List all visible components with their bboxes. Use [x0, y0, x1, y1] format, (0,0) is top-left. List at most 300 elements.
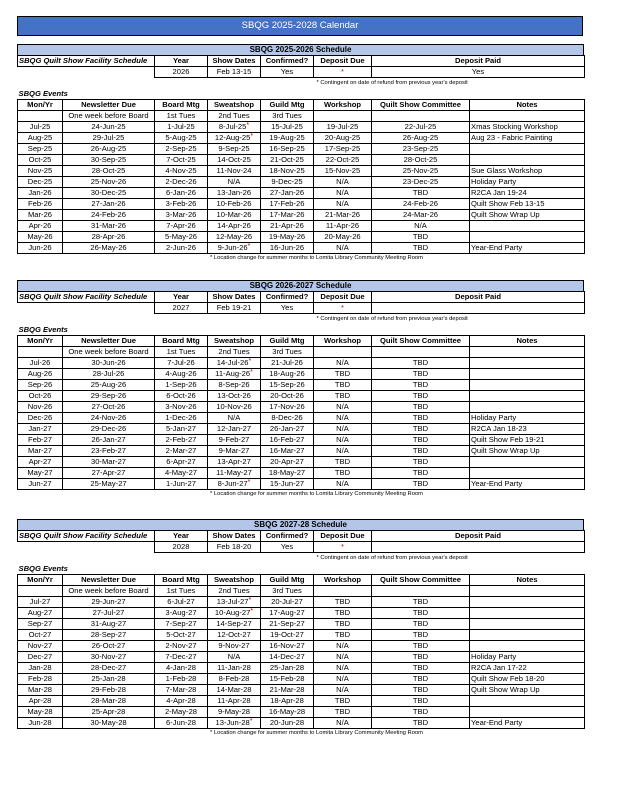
guild-date: 16-Sep-25 — [269, 143, 305, 153]
workshop-cell: TBD — [314, 607, 372, 618]
notes-cell — [470, 618, 585, 629]
events-header-cell: Mon/Yr — [18, 335, 63, 346]
newsletter-due-cell: 28-Apr-26 — [63, 231, 155, 242]
board-mtg-cell: 1-Sep-26 — [155, 379, 208, 390]
facility-show-dates: Feb 13-15 — [208, 67, 261, 78]
events-table — [17, 325, 585, 490]
guild-mtg-cell — [261, 412, 314, 423]
month-cell: Jan-28 — [18, 662, 63, 673]
facility-header-cell: Deposit Due — [314, 531, 372, 542]
notes-cell: R2CA Jan 17-22 — [470, 662, 585, 673]
guild-mtg-cell — [261, 154, 314, 165]
events-subheader-cell: 2nd Tues — [208, 110, 261, 121]
guild-date: 8-Dec-26 — [271, 412, 303, 422]
sweatshop-cell — [208, 357, 261, 368]
events-subheader-cell: 2nd Tues — [208, 585, 261, 596]
workshop-cell: N/A — [314, 198, 372, 209]
notes-cell: R2CA Jan 18-23 — [470, 423, 585, 434]
guild-date: 20-Jun-28 — [269, 717, 305, 727]
events-header-cell: Notes — [470, 335, 585, 346]
sweatshop-date: 13-Jul-27 — [216, 596, 249, 606]
quilt-show-committee-cell: TBD — [372, 445, 470, 456]
guild-mtg-cell — [261, 478, 314, 489]
sweatshop-cell — [208, 467, 261, 478]
newsletter-due-cell: 30-Sep-25 — [63, 154, 155, 165]
facility-note-row — [18, 553, 585, 564]
board-mtg-cell: 4-Aug-26 — [155, 368, 208, 379]
contingent-note: * Contingent on date of refund from previous year's deposit — [316, 80, 468, 86]
table-row — [18, 684, 585, 695]
events-subheader-cell — [470, 585, 585, 596]
board-mtg-cell: 7-Oct-25 — [155, 154, 208, 165]
table-row — [18, 456, 585, 467]
workshop-cell: 21-Mar-26 — [314, 209, 372, 220]
table-row — [18, 390, 585, 401]
events-header-cell: Quilt Show Committee — [372, 335, 470, 346]
sweatshop-cell — [208, 717, 261, 728]
newsletter-due-cell: 26-Oct-27 — [63, 640, 155, 651]
events-header-cell: Notes — [470, 574, 585, 585]
events-subheader-cell: 1st Tues — [155, 585, 208, 596]
board-mtg-cell: 6-Apr-27 — [155, 456, 208, 467]
events-subheader-cell: 1st Tues — [155, 346, 208, 357]
newsletter-due-cell: 25-Nov-26 — [63, 176, 155, 187]
month-cell: Jul-26 — [18, 357, 63, 368]
guild-date: 9-Dec-25 — [271, 176, 303, 186]
board-mtg-cell: 3-Mar-26 — [155, 209, 208, 220]
guild-date: 21-Mar-28 — [269, 684, 305, 694]
board-mtg-cell: 4-Apr-28 — [155, 695, 208, 706]
newsletter-due-cell: 30-Jun-26 — [63, 357, 155, 368]
sweatshop-date: 12-May-26 — [215, 231, 253, 241]
board-mtg-cell: 5-Oct-27 — [155, 629, 208, 640]
guild-mtg-cell — [261, 357, 314, 368]
events-subheader-cell: One week before Board — [63, 346, 155, 357]
facility-label: SBQG Quilt Show Facility Schedule — [18, 292, 155, 303]
month-cell: Apr-27 — [18, 456, 63, 467]
table-row — [18, 629, 585, 640]
month-cell: Sep-25 — [18, 143, 63, 154]
facility-value-row — [18, 303, 585, 314]
workshop-cell: 20-Aug-25 — [314, 132, 372, 143]
sweatshop-date: N/A — [227, 651, 241, 661]
facility-header-cell: Confirmed? — [261, 292, 314, 303]
events-header-cell: Board Mtg — [155, 335, 208, 346]
sweatshop-date: 11-Nov-24 — [216, 165, 252, 175]
workshop-cell: N/A — [314, 423, 372, 434]
guild-mtg-cell — [261, 629, 314, 640]
month-cell: Jun-28 — [18, 717, 63, 728]
facility-note-row — [18, 314, 585, 325]
sweatshop-date: 9-Sep-25 — [218, 143, 250, 153]
events-header-cell: Workshop — [314, 335, 372, 346]
guild-mtg-cell — [261, 242, 314, 253]
month-cell: Feb-28 — [18, 673, 63, 684]
quilt-show-committee-cell: TBD — [372, 640, 470, 651]
schedule-section — [17, 519, 584, 738]
notes-cell: Quilt Show Feb 19-21 — [470, 434, 585, 445]
quilt-show-committee-cell: TBD — [372, 684, 470, 695]
events-header-cell: Newsletter Due — [63, 335, 155, 346]
facility-value-row — [18, 67, 585, 78]
sweatshop-cell — [208, 456, 261, 467]
events-table — [17, 89, 585, 254]
sweatshop-date: N/A — [227, 176, 241, 186]
quilt-show-committee-cell: TBD — [372, 434, 470, 445]
sweatshop-cell — [208, 176, 261, 187]
facility-deposit-paid: Yes — [372, 67, 585, 78]
guild-mtg-cell — [261, 640, 314, 651]
newsletter-due-cell: 27-Apr-27 — [63, 467, 155, 478]
month-cell: Mar-27 — [18, 445, 63, 456]
sweatshop-cell — [208, 629, 261, 640]
facility-note-spacer — [18, 78, 314, 89]
sweatshop-date: 8-Feb-28 — [218, 673, 250, 683]
workshop-cell: N/A — [314, 662, 372, 673]
sweatshop-date: 11-Jan-28 — [217, 662, 251, 672]
events-subheader-cell — [372, 110, 470, 121]
guild-date: 17-Feb-26 — [269, 198, 305, 208]
notes-cell — [470, 154, 585, 165]
sweatshop-date: 10-Mar-26 — [216, 209, 252, 219]
board-mtg-cell: 5-Jan-27 — [155, 423, 208, 434]
guild-mtg-cell — [261, 401, 314, 412]
sweatshop-cell — [208, 121, 261, 132]
guild-mtg-cell — [261, 596, 314, 607]
quilt-show-committee-cell: TBD — [372, 717, 470, 728]
board-mtg-cell: 7-Jul-26 — [155, 357, 208, 368]
facility-header-row — [18, 56, 585, 67]
workshop-cell: N/A — [314, 478, 372, 489]
sweatshop-cell — [208, 154, 261, 165]
guild-mtg-cell — [261, 618, 314, 629]
facility-table — [17, 55, 585, 89]
board-mtg-cell: 2-Jun-26 — [155, 242, 208, 253]
sweatshop-cell — [208, 209, 261, 220]
sweatshop-date: 13-Jan-26 — [216, 187, 252, 197]
quilt-show-committee-cell: TBD — [372, 379, 470, 390]
guild-mtg-cell — [261, 176, 314, 187]
newsletter-due-cell: 28-Oct-25 — [63, 165, 155, 176]
notes-cell: Quilt Show Wrap Up — [470, 209, 585, 220]
events-subheader-row — [18, 346, 585, 357]
month-cell: Jul-25 — [18, 121, 63, 132]
quilt-show-committee-cell: TBD — [372, 629, 470, 640]
workshop-cell: N/A — [314, 684, 372, 695]
notes-cell — [470, 390, 585, 401]
newsletter-due-cell: 28-Sep-27 — [63, 629, 155, 640]
table-row — [18, 357, 585, 368]
sweatshop-cell — [208, 412, 261, 423]
events-label: SBQG Events — [18, 88, 68, 98]
sweatshop-date: 12-Jan-27 — [216, 423, 252, 433]
events-header-row — [18, 574, 585, 585]
events-subheader-cell — [314, 110, 372, 121]
newsletter-due-cell: 26-May-26 — [63, 242, 155, 253]
workshop-cell: 15-Nov-25 — [314, 165, 372, 176]
table-row — [18, 651, 585, 662]
guild-date: 26-Jan-27 — [269, 423, 305, 433]
schedule-section — [17, 44, 584, 263]
month-cell: Oct-25 — [18, 154, 63, 165]
table-row — [18, 176, 585, 187]
table-row — [18, 423, 585, 434]
facility-header-cell: Confirmed? — [261, 531, 314, 542]
sweatshop-date: 13-Jun-28 — [215, 717, 250, 727]
sweatshop-cell — [208, 132, 261, 143]
sweatshop-cell — [208, 651, 261, 662]
notes-cell: Quilt Show Wrap Up — [470, 684, 585, 695]
sweatshop-cell — [208, 368, 261, 379]
events-header-cell: Workshop — [314, 574, 372, 585]
quilt-show-committee-cell: 24-Feb-26 — [372, 198, 470, 209]
table-row — [18, 121, 585, 132]
table-row — [18, 220, 585, 231]
facility-table — [17, 530, 585, 564]
quilt-show-committee-cell: 22-Jul-25 — [372, 121, 470, 132]
workshop-cell: 20-May-26 — [314, 231, 372, 242]
month-cell: Nov-26 — [18, 401, 63, 412]
table-row — [18, 640, 585, 651]
workshop-cell: N/A — [314, 176, 372, 187]
facility-header-cell: Confirmed? — [261, 56, 314, 67]
events-subheader-cell — [18, 585, 63, 596]
month-cell: Aug-27 — [18, 607, 63, 618]
events-header-cell: Guild Mtg — [261, 335, 314, 346]
notes-cell: Sue Glass Workshop — [470, 165, 585, 176]
guild-date: 18-Apr-28 — [270, 695, 304, 705]
month-cell: Feb-26 — [18, 198, 63, 209]
events-header-cell: Notes — [470, 99, 585, 110]
newsletter-due-cell: 26-Jan-27 — [63, 434, 155, 445]
table-row — [18, 379, 585, 390]
guild-mtg-cell — [261, 121, 314, 132]
sweatshop-date: 11-May-27 — [216, 467, 252, 477]
guild-date: 21-Oct-25 — [270, 154, 304, 164]
sweatshop-date: 13-Oct-26 — [217, 390, 251, 400]
guild-date: 21-Jul-26 — [271, 357, 303, 367]
guild-date: 27-Jan-26 — [269, 187, 305, 197]
guild-date: 20-Apr-27 — [270, 456, 304, 466]
events-label: SBQG Events — [18, 324, 68, 334]
sweatshop-date: 9-Jun-26 — [217, 242, 248, 252]
location-change-marker: * — [247, 242, 251, 250]
board-mtg-cell: 1-Dec-26 — [155, 412, 208, 423]
quilt-show-committee-cell: 25-Nov-25 — [372, 165, 470, 176]
board-mtg-cell: 1-Jul-25 — [155, 121, 208, 132]
facility-deposit-due: * — [314, 303, 372, 314]
sweatshop-date: 14-Apr-26 — [217, 220, 251, 230]
sweatshop-cell — [208, 379, 261, 390]
quilt-show-committee-cell: TBD — [372, 618, 470, 629]
sweatshop-cell — [208, 607, 261, 618]
board-mtg-cell: 7-Mar-28 — [155, 684, 208, 695]
quilt-show-committee-cell: TBD — [372, 242, 470, 253]
guild-mtg-cell — [261, 198, 314, 209]
guild-mtg-cell — [261, 165, 314, 176]
table-row — [18, 445, 585, 456]
board-mtg-cell: 6-Oct-26 — [155, 390, 208, 401]
newsletter-due-cell: 24-Jun-25 — [63, 121, 155, 132]
facility-header-cell: Deposit Due — [314, 292, 372, 303]
guild-date: 25-Jan-28 — [269, 662, 305, 672]
guild-date: 17-Aug-27 — [269, 607, 305, 617]
newsletter-due-cell: 31-Mar-26 — [63, 220, 155, 231]
events-header-cell: Guild Mtg — [261, 574, 314, 585]
board-mtg-cell: 2-May-28 — [155, 706, 208, 717]
month-cell: Jan-26 — [18, 187, 63, 198]
facility-header-cell: Deposit Paid — [372, 292, 585, 303]
contingent-note: * Contingent on date of refund from previous year's deposit — [316, 555, 468, 561]
sweatshop-cell — [208, 478, 261, 489]
workshop-cell: N/A — [314, 242, 372, 253]
sweatshop-date: 8-Jun-27 — [217, 478, 248, 488]
facility-value-row — [18, 542, 585, 553]
newsletter-due-cell: 29-Sep-26 — [63, 390, 155, 401]
guild-date: 18-Aug-26 — [269, 368, 305, 378]
quilt-show-committee-cell: TBD — [372, 673, 470, 684]
sweatshop-cell — [208, 220, 261, 231]
month-cell: Oct-26 — [18, 390, 63, 401]
guild-date: 16-Jun-26 — [269, 242, 305, 252]
sweatshop-date: 8-Sep-26 — [218, 379, 250, 389]
guild-mtg-cell — [261, 673, 314, 684]
workshop-cell: TBD — [314, 379, 372, 390]
workshop-cell: N/A — [314, 187, 372, 198]
workshop-cell: TBD — [314, 456, 372, 467]
schedule-title: SBQG 2027-28 Schedule — [17, 519, 584, 530]
workshop-cell: 22-Oct-25 — [314, 154, 372, 165]
events-header-cell: Quilt Show Committee — [372, 574, 470, 585]
sweatshop-date: 13-Apr-27 — [217, 456, 251, 466]
guild-mtg-cell — [261, 695, 314, 706]
board-mtg-cell: 7-Apr-26 — [155, 220, 208, 231]
events-header-cell: Sweatshop — [208, 574, 261, 585]
events-subheader-cell — [18, 110, 63, 121]
events-label-row — [18, 89, 585, 100]
notes-cell — [470, 143, 585, 154]
events-label: SBQG Events — [18, 563, 68, 573]
events-header-row — [18, 99, 585, 110]
workshop-cell: N/A — [314, 445, 372, 456]
notes-cell — [470, 401, 585, 412]
events-header-cell: Sweatshop — [208, 335, 261, 346]
facility-header-cell: Show Dates — [208, 292, 261, 303]
facility-show-dates: Feb 19-21 — [208, 303, 261, 314]
sweatshop-date: 9-Mar-27 — [218, 445, 250, 455]
quilt-show-committee-cell: TBD — [372, 390, 470, 401]
sweatshop-date: 14-Jul-26 — [216, 357, 249, 367]
table-row — [18, 231, 585, 242]
location-change-marker: * — [246, 121, 250, 129]
sweatshop-cell — [208, 695, 261, 706]
guild-date: 20-Jul-27 — [271, 596, 303, 606]
events-subheader-cell — [372, 585, 470, 596]
facility-header-cell: Year — [155, 56, 208, 67]
month-cell: Apr-28 — [18, 695, 63, 706]
newsletter-due-cell: 25-Jan-28 — [63, 673, 155, 684]
guild-mtg-cell — [261, 231, 314, 242]
location-note: * Location change for summer months to Lomita Library Community Meeting Room — [210, 490, 423, 497]
facility-year: 2026 — [155, 67, 208, 78]
guild-date: 20-Oct-26 — [270, 390, 304, 400]
board-mtg-cell: 6-Jan-26 — [155, 187, 208, 198]
facility-deposit-paid — [372, 542, 585, 553]
guild-date: 17-Nov-26 — [269, 401, 305, 411]
guild-mtg-cell — [261, 445, 314, 456]
events-subheader-row — [18, 110, 585, 121]
facility-header-cell: Show Dates — [208, 531, 261, 542]
notes-cell — [470, 695, 585, 706]
notes-cell: Quilt Show Feb 18-20 — [470, 673, 585, 684]
notes-cell — [470, 456, 585, 467]
facility-year: 2028 — [155, 542, 208, 553]
quilt-show-committee-cell: TBD — [372, 662, 470, 673]
board-mtg-cell: 2-Nov-27 — [155, 640, 208, 651]
quilt-show-committee-cell: TBD — [372, 187, 470, 198]
newsletter-due-cell: 30-Mar-27 — [63, 456, 155, 467]
guild-mtg-cell — [261, 423, 314, 434]
month-cell: May-26 — [18, 231, 63, 242]
table-row — [18, 209, 585, 220]
facility-header-cell: Deposit Due — [314, 56, 372, 67]
board-mtg-cell: 4-Jan-28 — [155, 662, 208, 673]
newsletter-due-cell: 29-Dec-26 — [63, 423, 155, 434]
guild-date: 19-Aug-25 — [269, 132, 305, 142]
guild-date: 18-May-27 — [268, 467, 306, 477]
events-header-row — [18, 335, 585, 346]
guild-date: 19-May-26 — [268, 231, 306, 241]
guild-date: 17-Mar-26 — [269, 209, 305, 219]
events-header-cell: Workshop — [314, 99, 372, 110]
facility-blank — [18, 67, 155, 78]
guild-date: 21-Sep-27 — [269, 618, 305, 628]
guild-date: 14-Dec-27 — [269, 651, 305, 661]
table-row — [18, 198, 585, 209]
quilt-show-committee-cell: TBD — [372, 231, 470, 242]
facility-label: SBQG Quilt Show Facility Schedule — [18, 56, 155, 67]
quilt-show-committee-cell: TBD — [372, 401, 470, 412]
guild-mtg-cell — [261, 706, 314, 717]
events-header-cell: Newsletter Due — [63, 99, 155, 110]
schedule-section — [17, 280, 584, 499]
newsletter-due-cell: 24-Feb-26 — [63, 209, 155, 220]
board-mtg-cell: 7-Sep-27 — [155, 618, 208, 629]
quilt-show-committee-cell: TBD — [372, 423, 470, 434]
month-cell: Dec-27 — [18, 651, 63, 662]
notes-cell — [470, 231, 585, 242]
board-mtg-cell: 2-Sep-25 — [155, 143, 208, 154]
newsletter-due-cell: 29-Jul-25 — [63, 132, 155, 143]
events-table — [17, 564, 585, 729]
facility-label: SBQG Quilt Show Facility Schedule — [18, 531, 155, 542]
workshop-cell: N/A — [314, 717, 372, 728]
sweatshop-cell — [208, 706, 261, 717]
events-subheader-row — [18, 585, 585, 596]
table-row — [18, 662, 585, 673]
events-header-cell: Mon/Yr — [18, 99, 63, 110]
sweatshop-cell — [208, 434, 261, 445]
location-change-marker: * — [250, 132, 254, 140]
table-row — [18, 607, 585, 618]
newsletter-due-cell: 25-Apr-28 — [63, 706, 155, 717]
facility-deposit-paid — [372, 303, 585, 314]
facility-header-cell: Year — [155, 531, 208, 542]
workshop-cell: N/A — [314, 357, 372, 368]
guild-mtg-cell — [261, 390, 314, 401]
events-header-cell: Newsletter Due — [63, 574, 155, 585]
newsletter-due-cell: 28-Mar-28 — [63, 695, 155, 706]
